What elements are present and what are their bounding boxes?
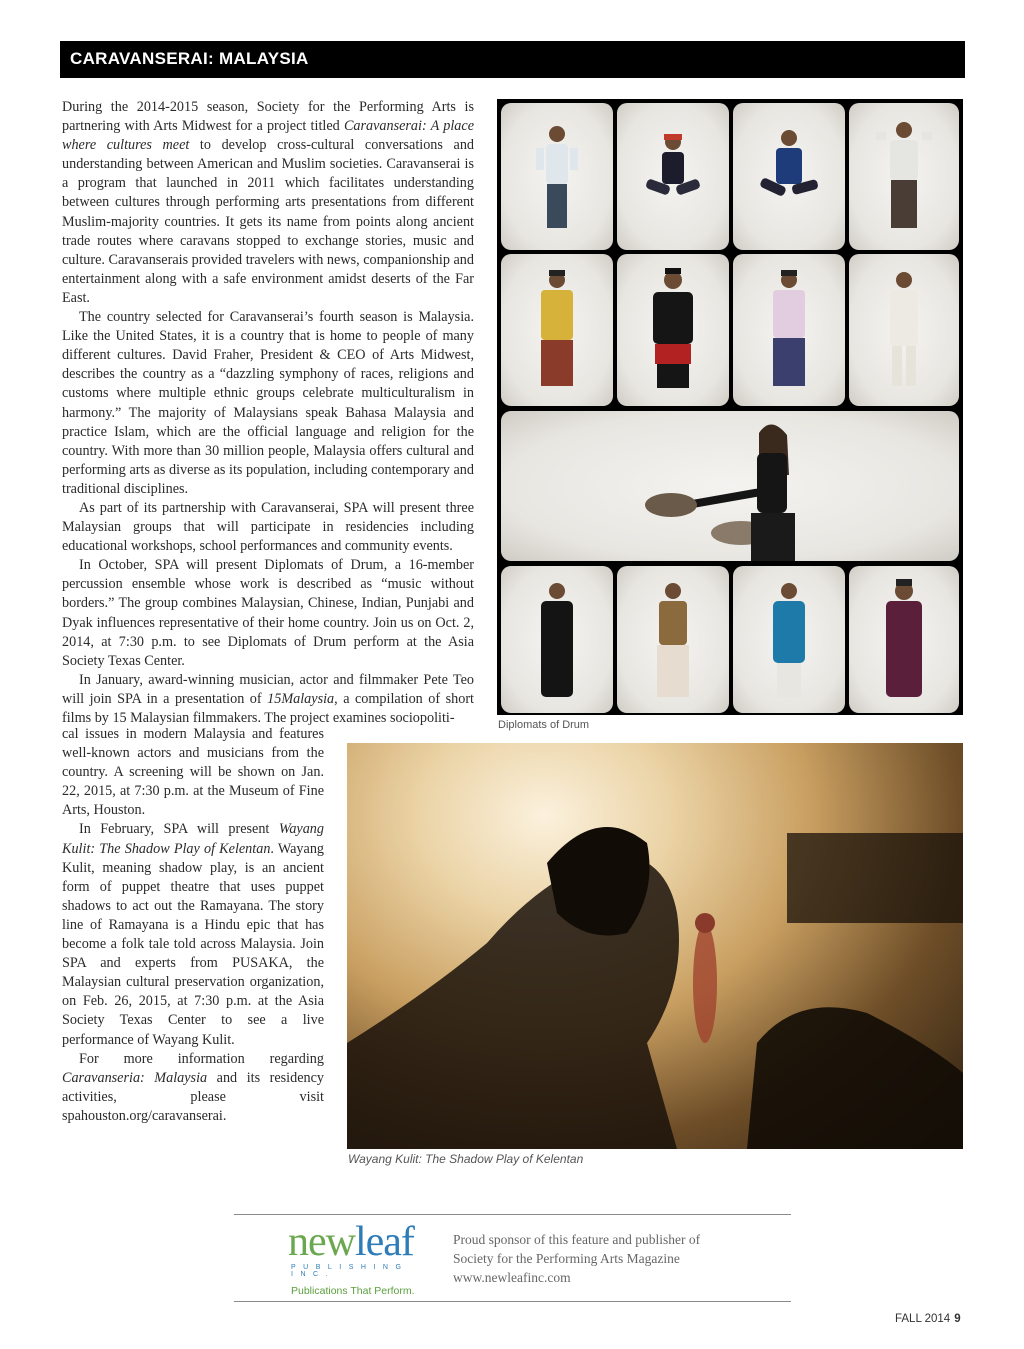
paragraph-intro: During the 2014-2015 season, Society for the Performing Arts is partnering with Arts Midwest for a project titled Caravanserai: A place where cultures meet to develop cross-cultural conversations and understanding between American and Muslim societies. Caravanserai is a program that launched in 2011 which facilitates understanding between cultures through performing arts presentations from different Muslim-majority countries. It gets its name from points along ancient trade routes where caravans stopped to exchange stories, music and culture. Caravanserais provided travelers with news, companionship and entertainment along with a safe environment amidst deserts of the Far East.	[62, 99, 475, 306]
paragraph-october: In October, SPA will present Diplomats of Drum, a 16-member percussion ensemble whose work is described as “music without borders.” The group combines Malaysian, Chinese, Indian, Punjabi and Dyak influences representative of their home country. Join us on Oct. 2, 2014, at 7:30 p.m. to see Diplomats of Drum perform at the Asia Society Texas Center.	[62, 557, 474, 669]
article-column-wide	[62, 98, 474, 728]
project-title: Caravanserai: A place where cultures meet	[62, 118, 474, 154]
paragraph-partnership: As part of its partnership with Caravanserai, SPA will present three Malaysian groups that will participate in residencies including educational workshops, school performances and community events.	[62, 499, 474, 555]
performer-photo	[501, 254, 613, 406]
photo-caption-diplomats: Diplomats of Drum	[498, 719, 590, 731]
wayang-kulit-photo	[347, 743, 963, 1149]
sponsor-url[interactable]: www.newleafinc.com	[453, 1270, 571, 1285]
show-title: Wayang Kulit: The Shadow Play of Kelentan	[62, 821, 324, 857]
performer-photo	[617, 566, 729, 713]
paragraph-january: In January, award-winning musician, actor and filmmaker Pete Teo will join SPA in a presentation of 15Malaysia, a compilation of short films by 15 Malaysian filmmakers. The project examines sociopoliti-	[62, 671, 474, 726]
section-header-bar	[60, 41, 965, 78]
performer-photo	[617, 254, 729, 406]
logo-tagline: Publications That Perform.	[291, 1285, 415, 1297]
issue-label: FALL 2014	[895, 1313, 951, 1325]
sponsor-statement: Proud sponsor of this feature and publisher of Society for the Performing Arts Magazine www.newleafinc.com	[453, 1232, 701, 1285]
newleaf-logo: newleaf PUBLISHING INC. Publications That Perform.	[288, 1222, 438, 1294]
performer-photo	[733, 103, 845, 250]
performer-photo	[733, 566, 845, 713]
dancer-photo	[501, 411, 959, 561]
program-title: Caravanseria: Malaysia	[62, 1069, 208, 1086]
performer-photo	[849, 566, 959, 713]
paragraph-malaysia: The country selected for Caravanserai’s fourth season is Malaysia. Like the United States, it is a country that is home to people of many different cultures. David Fraher, President & CEO of Arts Midwest, describes the country as a “dazzling symphony of races, religions and customs where multiple ethnic groups celebrate multiculturalism in harmony.” The majority of Malaysians speak Bahasa Malaysia and practice Islam, which are the official language and religion for the country. With more than 30 million people, Malaysia offers cultural and performing arts as diverse as its population, including contemporary and traditional disciplines.	[62, 309, 474, 497]
section-title: CARAVANSERAI: MALAYSIA	[70, 49, 309, 68]
sponsor-divider-top	[234, 1214, 791, 1215]
performer-photo	[501, 566, 613, 713]
performer-photo	[617, 103, 729, 250]
sponsor-divider-bottom	[234, 1301, 791, 1302]
paragraph-february: In February, SPA will present Wayang Kulit: The Shadow Play of Kelentan. Wayang Kulit, meaning shadow play, is an ancient form of puppet theatre that uses puppet shadows to act out the Ramayana. The story line of Ramayana is a Hindu epic that has become a folk tale told across Malaysia. Join SPA and experts from PUSAKA, the Malaysian cultural preservation organization, on Feb. 26, 2015, at 7:30 p.m. at the Asia Society Texas Center to see a live performance of Wayang Kulit.	[62, 821, 325, 1048]
article-column-narrow	[62, 725, 324, 1126]
film-title: 15Malaysia	[267, 690, 335, 707]
diplomats-photo-collage	[497, 99, 963, 715]
paragraph-january-continued: cal issues in modern Malaysia and features well-known actors and musicians from the country. A screening will be shown on Jan. 22, 2015, at 7:30 p.m. at the Museum of Fine Arts, Houston.	[62, 726, 324, 819]
performer-photo	[733, 254, 845, 406]
performer-photo	[849, 254, 959, 406]
photo-caption-wayang: Wayang Kulit: The Shadow Play of Kelentan	[348, 1152, 584, 1166]
paragraph-more-info: For more information regarding Caravanseria: Malaysia and its residency activities, please visit spahouston.org/caravanserai.	[62, 1050, 324, 1124]
page-number: 9	[954, 1313, 961, 1325]
performer-photo	[501, 103, 613, 250]
page-folio	[895, 1313, 961, 1325]
performer-photo	[849, 103, 959, 250]
